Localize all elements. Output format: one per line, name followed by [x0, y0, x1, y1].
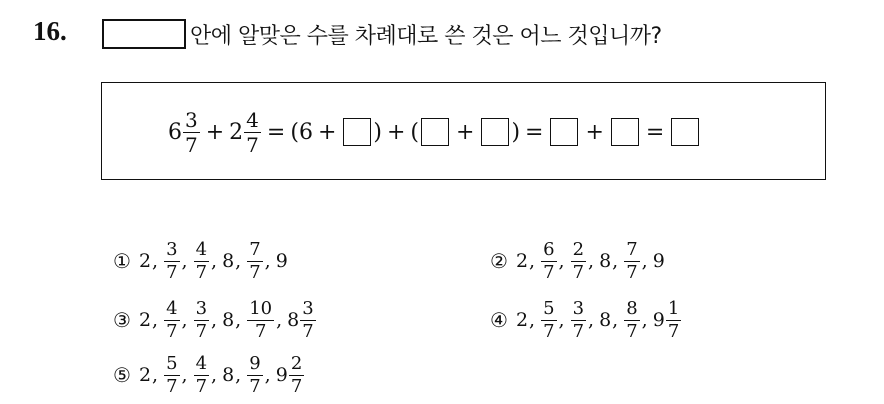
fraction-denominator: 7 [302, 320, 314, 342]
comma-separator: , [612, 309, 619, 331]
fraction [194, 352, 209, 397]
fraction [194, 297, 209, 342]
whole-number: 6 [298, 119, 313, 145]
choice-value: 2 [138, 364, 152, 386]
fraction-denominator: 7 [195, 320, 208, 342]
comma-separator: , [181, 364, 188, 386]
choice-value: 9 [275, 250, 288, 272]
question-line [102, 17, 662, 51]
fraction [666, 297, 681, 342]
fraction [164, 297, 179, 342]
plus-sign: + [456, 119, 475, 145]
open-paren: ( [290, 119, 299, 145]
fraction-numerator: 2 [290, 352, 303, 374]
choice-marker: ① [113, 249, 131, 273]
choice-value: 8 [222, 250, 235, 272]
fraction-numerator: 5 [166, 352, 178, 374]
choice-value: 8 [599, 250, 612, 272]
comma-separator: , [529, 309, 536, 331]
fraction-numerator: 3 [195, 297, 208, 319]
fraction-numerator: 9 [249, 352, 261, 374]
choice-value: 8 [222, 309, 235, 331]
fraction-numerator: 3 [302, 297, 314, 319]
choice-marker: ② [490, 249, 508, 273]
fraction [164, 238, 179, 283]
fraction-denominator: 7 [572, 320, 585, 342]
fraction-denominator: 7 [626, 261, 638, 283]
fraction-denominator: 7 [195, 375, 208, 397]
fraction-denominator: 7 [249, 375, 261, 397]
fraction-numerator: 4 [195, 238, 208, 260]
fraction-denominator: 7 [543, 261, 555, 283]
fraction-denominator: 7 [254, 320, 267, 342]
fraction [624, 297, 639, 342]
choice-marker: ④ [490, 308, 508, 332]
fraction-numerator: 4 [166, 297, 178, 319]
choice-value: 8 [599, 309, 612, 331]
equation [168, 104, 701, 160]
choice-value: 2 [515, 309, 529, 331]
fraction [247, 352, 262, 397]
fraction-numerator: 2 [572, 238, 585, 260]
blank-box [421, 118, 449, 146]
blank-box [671, 118, 699, 146]
equals-sign: = [525, 119, 544, 145]
comma-separator: , [276, 309, 283, 331]
fraction-numerator: 5 [543, 297, 555, 319]
comma-separator: , [152, 309, 159, 331]
choice-1[interactable] [113, 236, 288, 286]
blank-box [481, 118, 509, 146]
mixed-number-whole: 2 [229, 119, 244, 145]
plus-sign: + [386, 119, 406, 145]
comma-separator: , [181, 309, 188, 331]
fraction-numerator: 3 [185, 107, 198, 132]
comma-separator: , [211, 364, 218, 386]
question-text: 안에 알맞은 수를 차례대로 쓴 것은 어느 것입니까? [190, 23, 662, 49]
fraction [624, 238, 639, 283]
choice-value: 2 [515, 250, 529, 272]
blank-box [343, 118, 371, 146]
fraction-denominator: 7 [572, 261, 585, 283]
fraction-denominator: 7 [166, 261, 178, 283]
comma-separator: , [641, 250, 648, 272]
close-paren: ) [373, 119, 382, 145]
fraction-denominator: 7 [290, 375, 303, 397]
answer-blank-box [102, 19, 186, 49]
comma-separator: , [264, 250, 271, 272]
comma-separator: , [588, 309, 595, 331]
comma-separator: , [612, 250, 619, 272]
fraction [247, 297, 274, 342]
choice-value: 2 [138, 309, 152, 331]
comma-separator: , [558, 309, 565, 331]
comma-separator: , [152, 250, 159, 272]
fraction-denominator: 7 [626, 320, 638, 342]
fraction-denominator: 7 [195, 261, 208, 283]
fraction-denominator: 7 [667, 320, 680, 342]
fraction [183, 107, 200, 157]
fraction [571, 238, 586, 283]
open-paren: ( [410, 119, 419, 145]
fraction-numerator: 6 [543, 238, 555, 260]
mixed-number-whole: 9 [652, 309, 665, 331]
fraction-numerator: 7 [626, 238, 638, 260]
choice-5[interactable] [113, 350, 305, 400]
fraction-denominator: 7 [249, 261, 261, 283]
equals-sign: = [266, 119, 286, 145]
fraction-denominator: 7 [185, 132, 198, 157]
choice-value: 8 [222, 364, 235, 386]
comma-separator: , [235, 250, 242, 272]
fraction-denominator: 7 [166, 375, 178, 397]
fraction [244, 107, 261, 157]
close-paren: ) [511, 119, 521, 145]
comma-separator: , [558, 250, 565, 272]
fraction [289, 352, 304, 397]
comma-separator: , [641, 309, 648, 331]
fraction [194, 238, 209, 283]
question-number: 16. [33, 16, 67, 46]
comma-separator: , [211, 250, 218, 272]
fraction [164, 352, 179, 397]
plus-sign: + [317, 119, 337, 145]
mixed-number-whole: 8 [287, 309, 300, 331]
fraction-denominator: 7 [166, 320, 178, 342]
fraction-numerator: 8 [626, 297, 638, 319]
fraction-denominator: 7 [246, 132, 259, 157]
fraction-numerator: 1 [667, 297, 680, 319]
comma-separator: , [588, 250, 595, 272]
choice-value: 9 [652, 250, 665, 272]
fraction-denominator: 7 [543, 320, 555, 342]
comma-separator: , [529, 250, 536, 272]
fraction [571, 297, 586, 342]
fraction-numerator: 7 [249, 238, 261, 260]
comma-separator: , [264, 364, 271, 386]
choice-2[interactable] [490, 236, 665, 286]
comma-separator: , [235, 309, 242, 331]
blank-box [611, 118, 639, 146]
choice-marker: ⑤ [113, 363, 131, 387]
fraction-numerator: 4 [246, 107, 259, 132]
comma-separator: , [181, 250, 188, 272]
mixed-number-whole: 9 [275, 364, 288, 386]
equals-sign: = [645, 119, 665, 145]
plus-sign: + [585, 119, 604, 145]
fraction-numerator: 10 [249, 297, 273, 319]
choice-marker: ③ [113, 308, 131, 332]
fraction [541, 238, 556, 283]
fraction-numerator: 4 [195, 352, 208, 374]
comma-separator: , [152, 364, 159, 386]
blank-box [550, 118, 578, 146]
choice-value: 2 [138, 250, 152, 272]
plus-sign: + [205, 119, 225, 145]
fraction [300, 297, 315, 342]
fraction [247, 238, 262, 283]
comma-separator: , [235, 364, 242, 386]
fraction-numerator: 3 [572, 297, 585, 319]
fraction [541, 297, 556, 342]
fraction-numerator: 3 [166, 238, 178, 260]
comma-separator: , [211, 309, 218, 331]
choice-3[interactable] [113, 295, 317, 345]
mixed-number-whole: 6 [168, 119, 182, 145]
choice-4[interactable] [490, 295, 682, 345]
